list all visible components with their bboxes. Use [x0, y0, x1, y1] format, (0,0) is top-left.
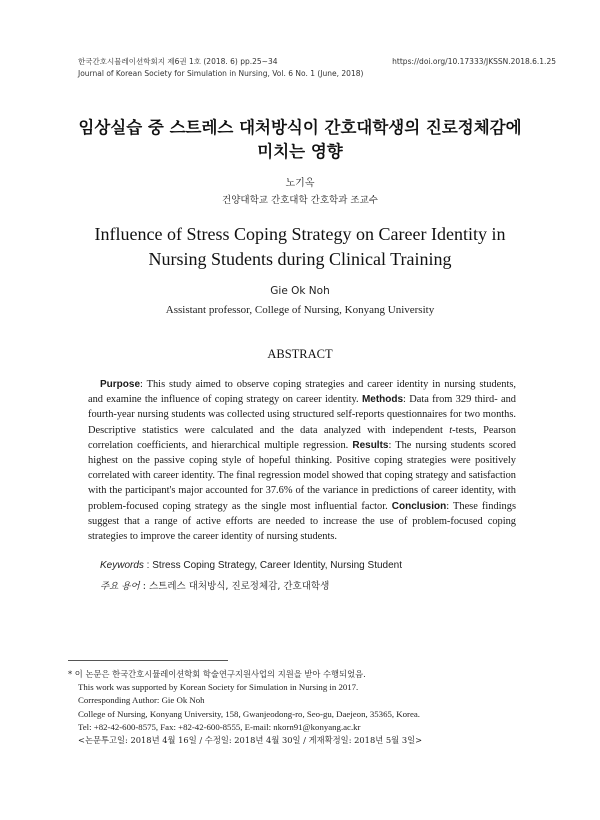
footnote-funding-en: This work was supported by Korean Society for Simulation in Nursing in 2017. [78, 682, 359, 693]
purpose-text: : This study aimed to observe coping strategies and career identity in nursing students, and examine the influence of coping strategy on career identity. [88, 379, 516, 406]
footnote-corresponding-author: Corresponding Author: Gie Ok Noh [78, 695, 205, 706]
results-text: : The nursing students scored highest on the passive coping style of hopeful thinking. Positive coping strategies were positively correlated with career identity. The final regression model showed that coping strategy and satisfaction with the participant's major accounted for 37.6% of the variance in predictions of career identity, with problem-focused coping strategy as the single most influential factor. [88, 439, 516, 512]
footnote-funding-ko: * 이 논문은 한국간호시뮬레이션학회 학술연구지원사업의 지원을 받아 수행되었음. [68, 669, 366, 679]
author-korean: 노기옥 [285, 178, 315, 189]
author-english: Gie Ok Noh [270, 285, 330, 297]
title-english-line1: Influence of Stress Coping Strategy on Career Identity in [94, 224, 506, 244]
running-header [78, 56, 556, 80]
footnote-address: College of Nursing, Konyang University, 158, Gwanjeodong-ro, Seo-gu, Daejeon, 35365, Korea. [78, 708, 420, 719]
conclusion-label: Conclusion [391, 500, 447, 512]
footnote-divider [68, 660, 228, 661]
title-korean-line1: 임상실습 중 스트레스 대처방식이 간호대학생의 진로정체감에 [78, 118, 522, 137]
footnotes [68, 668, 548, 747]
purpose-label: Purpose [100, 379, 141, 390]
title-english-line2: Nursing Students during Clinical Training [148, 249, 452, 269]
keywords-korean-text: : 스트레스 대처방식, 진로정체감, 간호대학생 [139, 581, 330, 592]
results-label: Results [352, 439, 389, 451]
keywords-english-label: Keywords [100, 560, 144, 571]
footnote-dates: <논문투고일: 2018년 4월 16일 / 수정일: 2018년 4월 30일 / 게재확정일: 2018년 5월 3일> [78, 735, 423, 746]
methods-t: t [449, 424, 453, 436]
abstract-body [88, 377, 516, 544]
journal-citation-en: Journal of Korean Society for Simulation in Nursing, Vol. 6 No. 1 (June, 2018) [78, 69, 364, 78]
affiliation-english: Assistant professor, College of Nursing, Konyang University [165, 304, 435, 316]
keywords-english-text: : Stress Coping Strategy, Career Identity, Nursing Student [143, 560, 402, 571]
title-korean-line2: 미치는 영향 [257, 142, 343, 161]
footnote-contact: Tel: +82-42-600-8575, Fax: +82-42-600-8555, E-mail: nkorn91@konyang.ac.kr [78, 721, 361, 732]
title-korean [60, 116, 540, 164]
title-english [60, 222, 540, 272]
conclusion-text: : These findings suggest that a range of active efforts are needed to increase the use of problem-focused coping strategies to improve the career identity of nursing students. [88, 500, 516, 543]
methods-text-1: : Data from 329 third- and fourth-year nursing students was collected using structured self-reports questionnaires for two months. Descriptive statistics were calculated and the data analyzed with independent [88, 394, 516, 436]
journal-citation-ko: 한국간호시뮬레이션학회지 제6권 1호 (2018. 6) pp.25~34 [78, 57, 278, 66]
keywords-english [100, 560, 520, 571]
affiliation-korean: 건양대학교 간호대학 간호학과 조교수 [222, 195, 378, 206]
methods-text-2: -tests, Pearson correlation coefficients, and hierarchical multiple regression. [88, 424, 516, 451]
keywords-korean [100, 578, 520, 592]
doi-link[interactable]: https://doi.org/10.17333/JKSSN.2018.6.1.25 [392, 57, 556, 66]
keywords-korean-label: 주요 용어 [100, 581, 140, 592]
methods-label: Methods [361, 394, 404, 406]
abstract-heading: ABSTRACT [267, 347, 333, 361]
